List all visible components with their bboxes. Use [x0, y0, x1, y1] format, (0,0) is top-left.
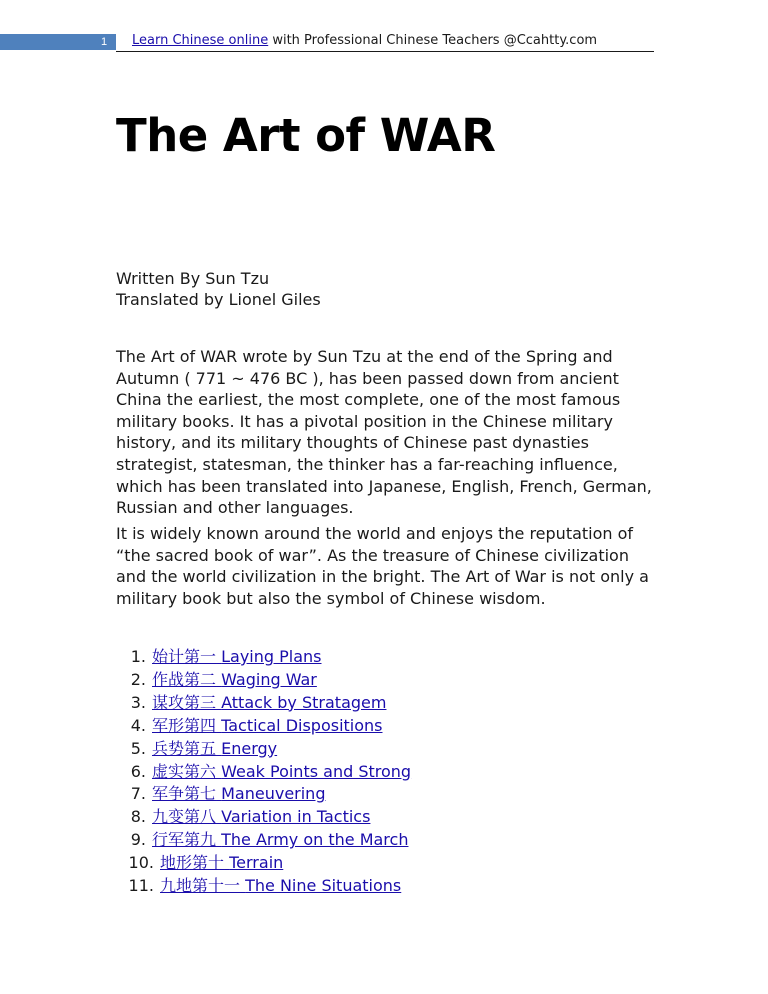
toc-link-terrain[interactable]: 地形第十 Terrain — [160, 853, 284, 873]
toc-item — [116, 646, 411, 669]
toc-number: 11. — [128, 876, 154, 896]
toc-link-nine-situations[interactable]: 九地第十一 The Nine Situations — [160, 876, 402, 896]
toc-number: 8. — [130, 807, 146, 827]
toc-link-tactical-dispositions[interactable]: 军形第四 Tactical Dispositions — [152, 715, 383, 735]
toc-link-laying-plans[interactable]: 始计第一 Laying Plans — [152, 647, 322, 666]
toc-number: 1. — [130, 647, 146, 666]
toc-number: 2. — [130, 669, 146, 689]
toc-number: 7. — [130, 784, 146, 804]
document-title: The Art of WAR — [116, 109, 496, 162]
toc-link-maneuvering[interactable]: 军争第七 Maneuvering — [152, 784, 326, 804]
header-divider — [116, 51, 654, 52]
toc-link-variation-in-tactics[interactable]: 九变第八 Variation in Tactics — [152, 807, 371, 827]
toc-item — [116, 715, 411, 738]
learn-chinese-link[interactable]: Learn Chinese online — [132, 33, 269, 48]
toc-number: 3. — [130, 692, 146, 712]
toc-item — [116, 738, 411, 761]
translator-line: Translated by Lionel Giles — [116, 290, 321, 309]
page-number: 1 — [100, 36, 108, 48]
toc-item — [116, 806, 411, 829]
page-header — [132, 33, 597, 49]
table-of-contents — [116, 646, 411, 898]
header-tagline: with Professional Chinese Teachers @Ccahtty.com — [268, 33, 598, 48]
author-line: Written By Sun Tzu — [116, 269, 270, 288]
toc-link-army-on-the-march[interactable]: 行军第九 The Army on the March — [152, 830, 409, 850]
toc-link-attack-by-stratagem[interactable]: 谋攻第三 Attack by Stratagem — [152, 692, 387, 712]
toc-item — [116, 761, 411, 784]
toc-number: 9. — [130, 830, 146, 850]
toc-number: 5. — [130, 738, 146, 758]
toc-item — [116, 669, 411, 692]
toc-link-energy[interactable]: 兵势第五 Energy — [152, 738, 278, 758]
toc-number: 4. — [130, 715, 146, 735]
toc-link-waging-war[interactable]: 作战第二 Waging War — [152, 669, 317, 689]
toc-link-weak-points-and-strong[interactable]: 虚实第六 Weak Points and Strong — [152, 761, 412, 781]
toc-item — [116, 783, 411, 806]
toc-number: 10. — [128, 853, 154, 873]
toc-item — [116, 692, 411, 715]
toc-number: 6. — [130, 761, 146, 781]
toc-item — [116, 829, 411, 852]
toc-item — [116, 875, 411, 898]
credits — [116, 268, 321, 310]
intro-paragraph: The Art of WAR wrote by Sun Tzu at the end of the Spring and Autumn ( 771 ~ 476 BC ), has been passed down from ancient China the earliest, the most complete, one of the most famous military books. It has a pivotal position in the Chinese military history, and its military thoughts of Chinese past dynasties strategist, statesman, the thinker has a far-reaching influence, which has been translated into Japanese, English, French, German, Russian and other languages. — [116, 347, 652, 518]
reputation-paragraph: It is widely known around the world and enjoys the reputation of “the sacred book of war”. As the treasure of Chinese civilization and the world civilization in the bright. The Art of War is not only a military book but also the symbol of Chinese wisdom. — [116, 524, 649, 608]
toc-item — [116, 852, 411, 875]
